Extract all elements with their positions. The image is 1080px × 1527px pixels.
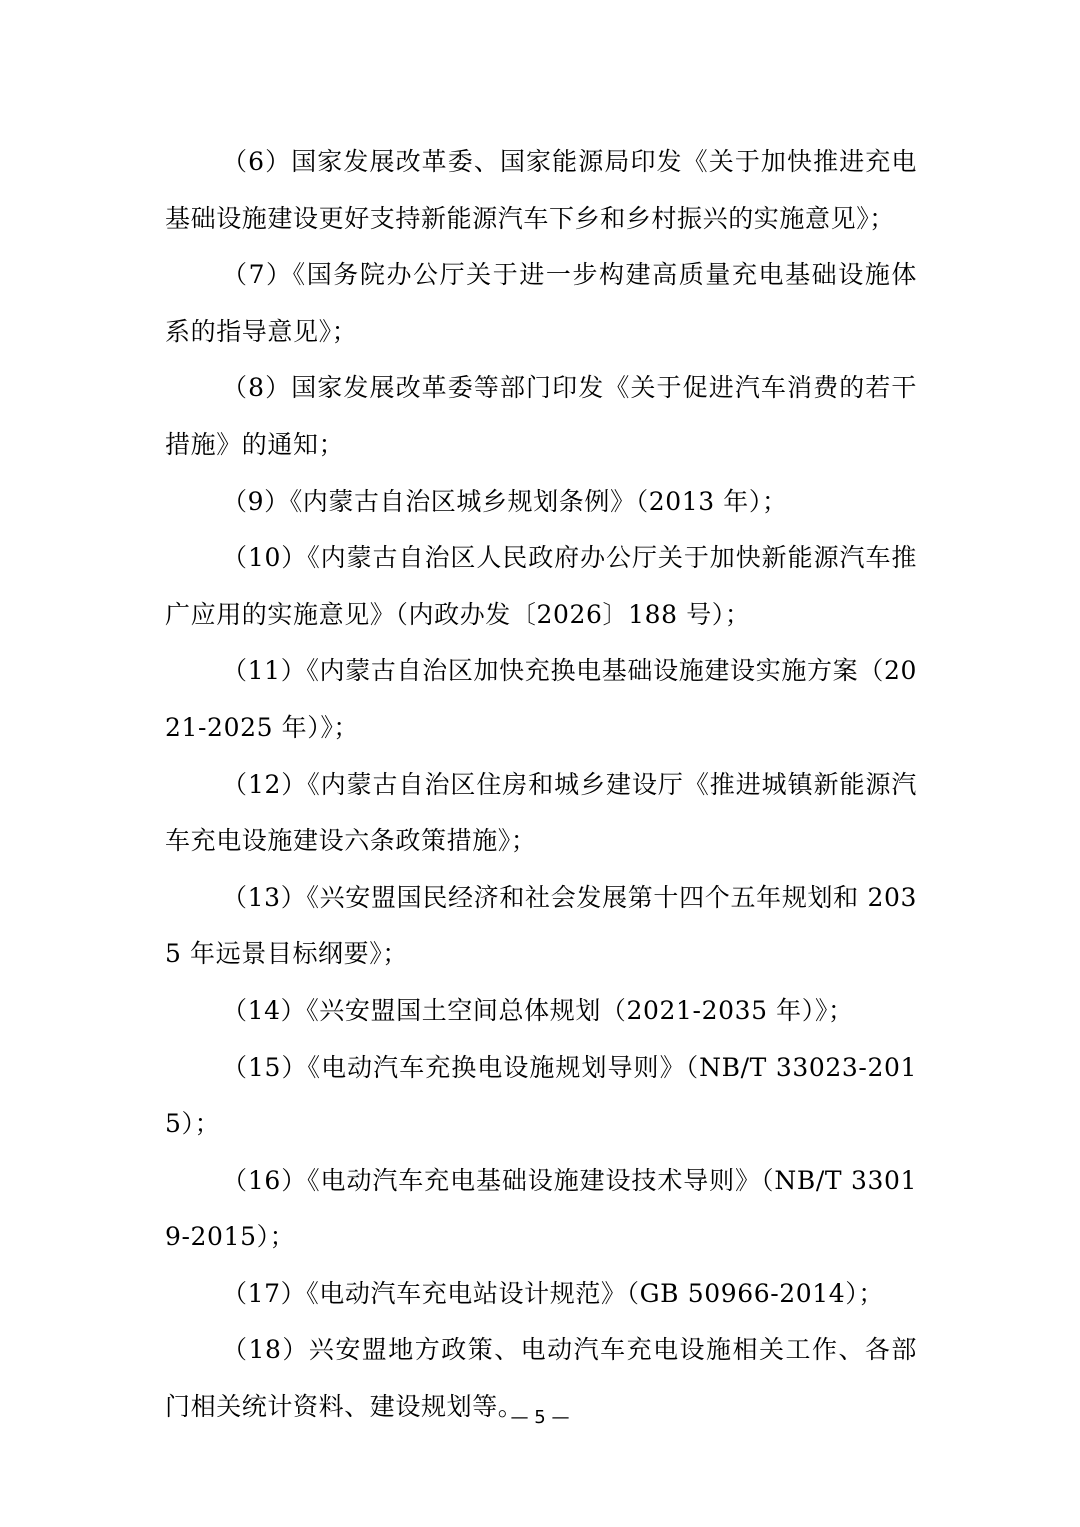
reference-item-12: （12）《内蒙古自治区住房和城乡建设厅《推进城镇新能源汽车充电设施建设六条政策措施》； (165, 769, 917, 856)
reference-item-11: （11）《内蒙古自治区加快充换电基础设施建设实施方案（2021-2025 年）》； (165, 656, 917, 742)
reference-item-13: （13）《兴安盟国民经济和社会发展第十四个五年规划和 2035 年远景目标纲要》； (165, 882, 917, 969)
reference-item-10: （10）《内蒙古自治区人民政府办公厅关于加快新能源汽车推广应用的实施意见》（内政办发〔2026〕188 号）； (165, 543, 917, 629)
page-number: — 5 — (510, 1407, 570, 1428)
reference-item-18: （18）兴安盟地方政策、电动汽车充电设施相关工作、各部门相关统计资料、建设规划等。 (165, 1335, 917, 1422)
reference-item-8: （8）国家发展改革委等部门印发《关于促进汽车消费的若干措施》的通知； (165, 373, 917, 459)
reference-item-17: （17）《电动汽车充电站设计规范》（GB 50966-2014）； (222, 1278, 885, 1308)
reference-item-16: （16）《电动汽车充电基础设施建设技术导则》（NB/T 33019-2015）； (165, 1165, 917, 1252)
reference-item-15: （15）《电动汽车充换电设施规划导则》（NB/T 33023-2015）； (165, 1052, 917, 1139)
reference-item-6: （6）国家发展改革委、国家能源局印发《关于加快推进充电基础设施建设更好支持新能源汽车下乡和乡村振兴的实施意见》； (165, 147, 917, 233)
reference-item-9: （9）《内蒙古自治区城乡规划条例》（2013 年）； (222, 486, 788, 516)
reference-item-14: （14）《兴安盟国土空间总体规划（2021-2035 年）》； (222, 995, 854, 1025)
reference-item-7: （7）《国务院办公厅关于进一步构建高质量充电基础设施体系的指导意见》； (165, 260, 917, 346)
document-body (165, 134, 917, 1436)
